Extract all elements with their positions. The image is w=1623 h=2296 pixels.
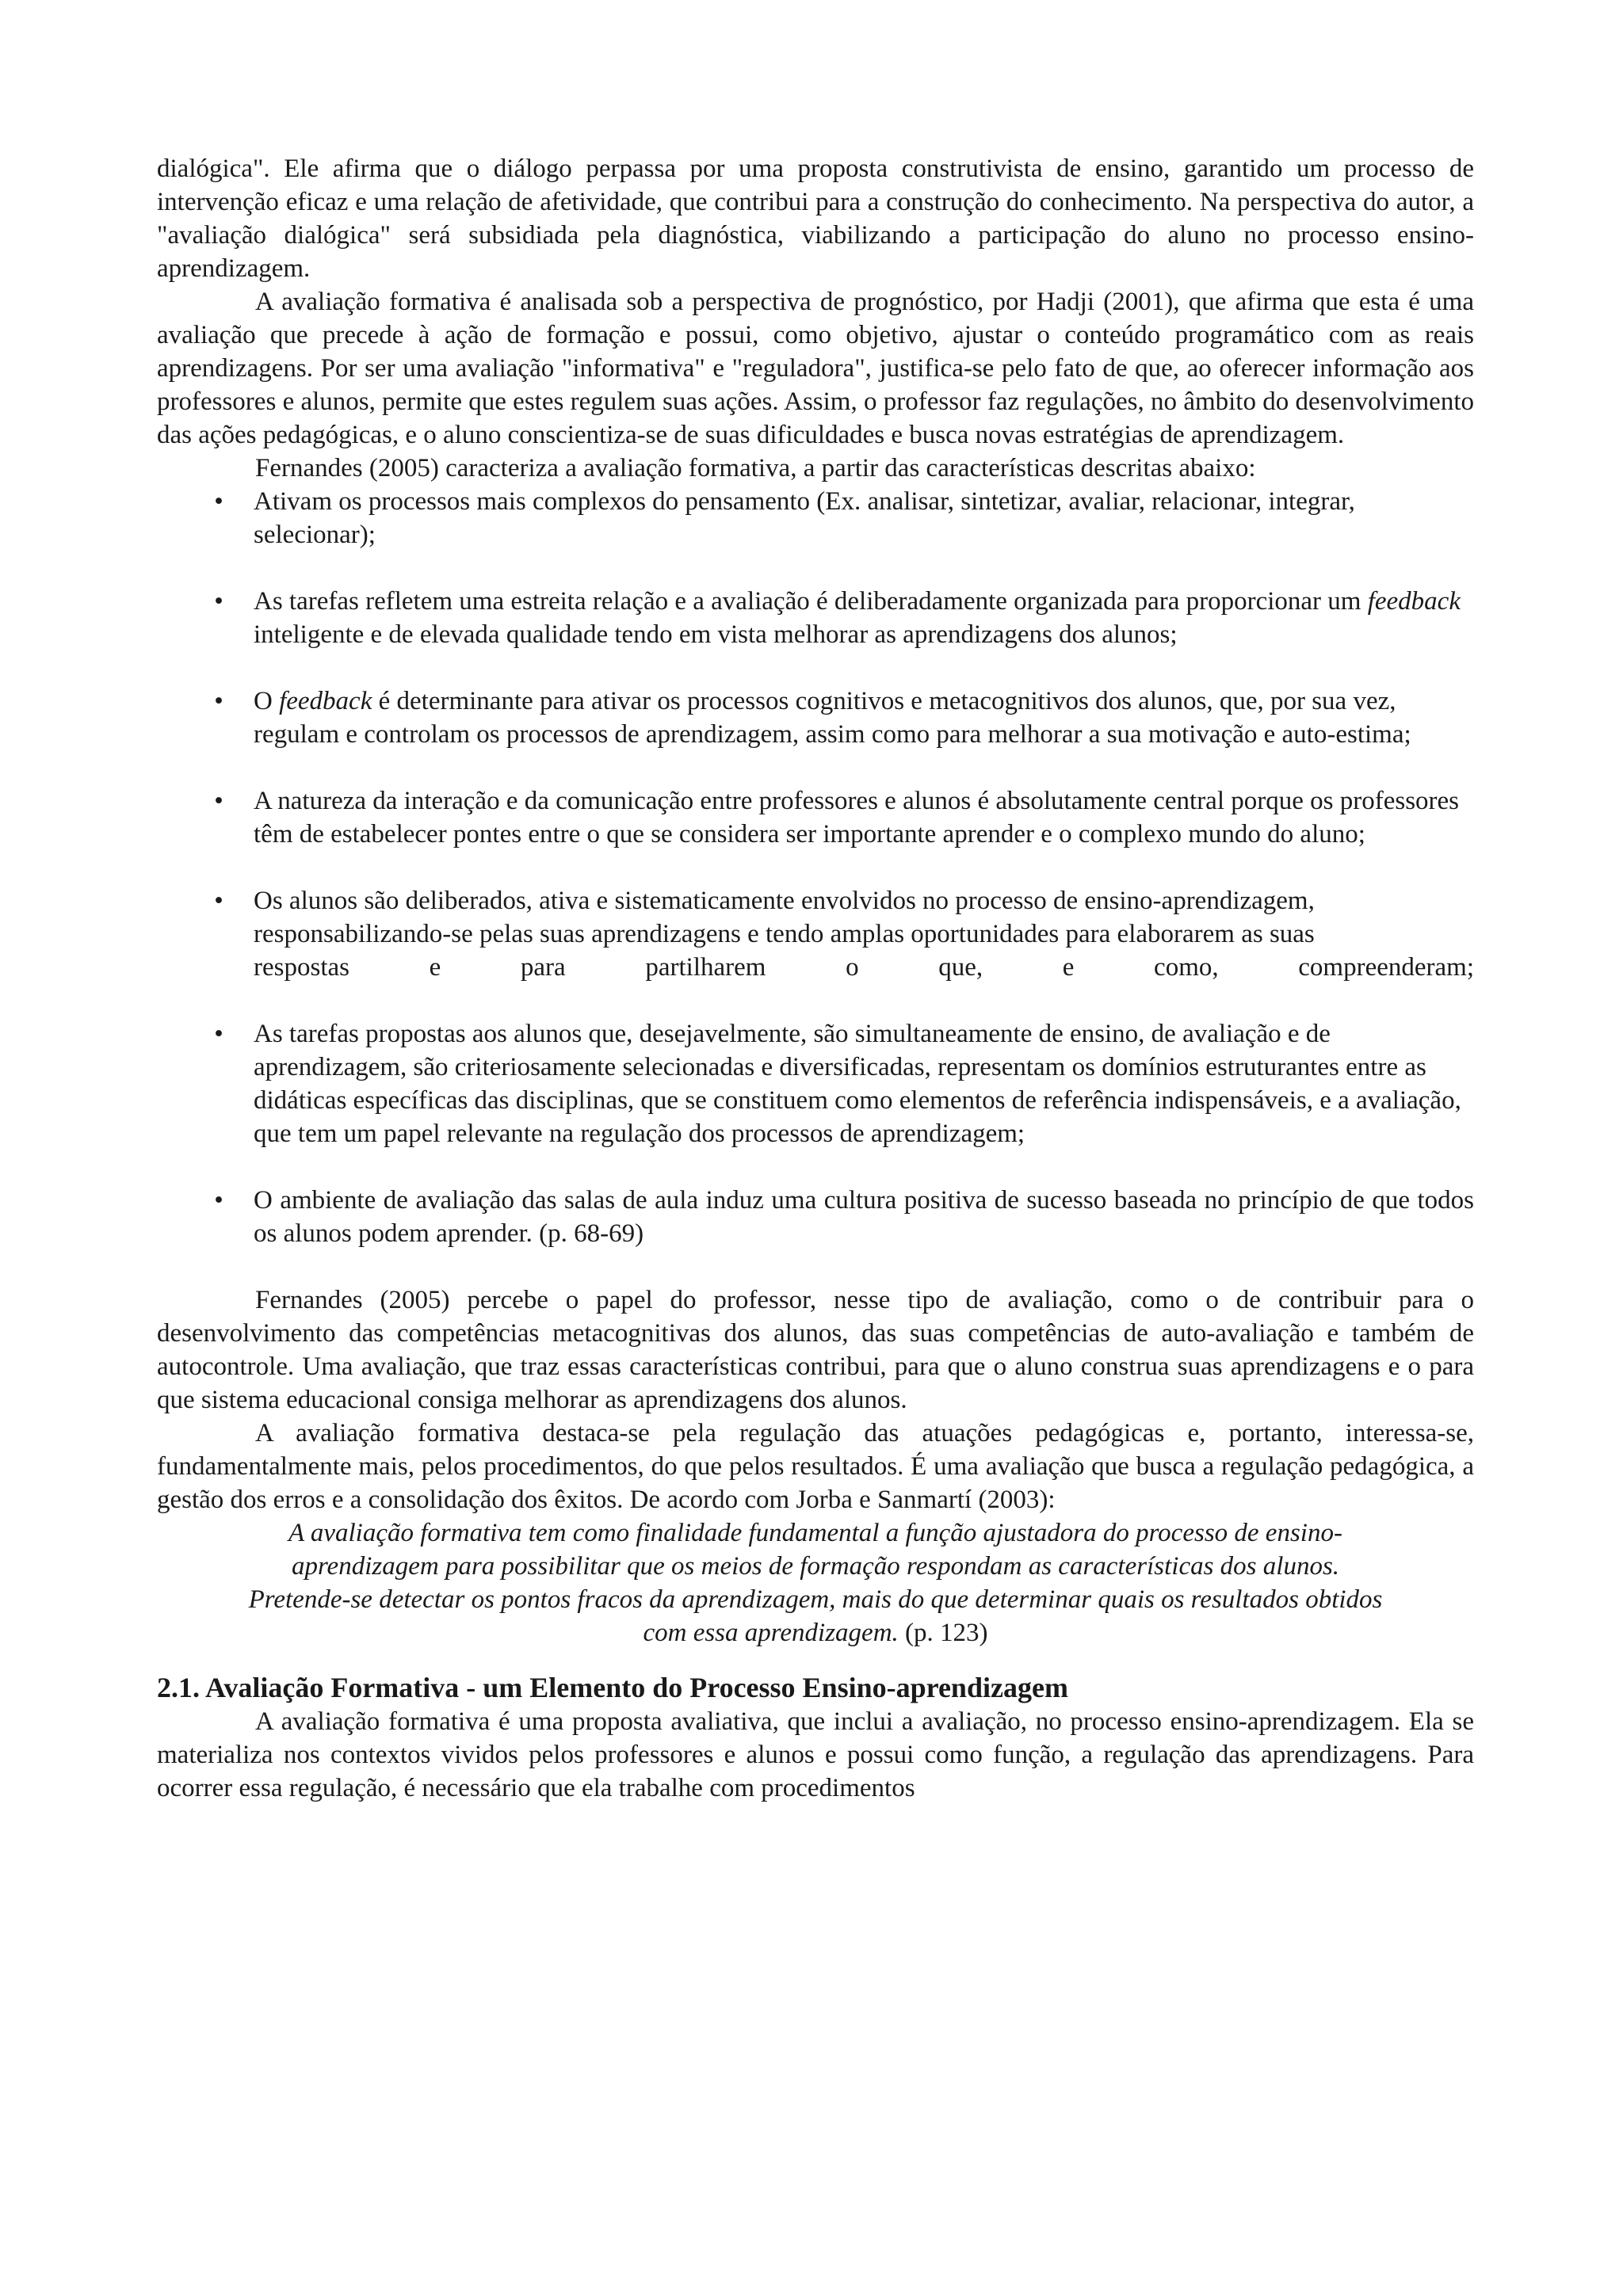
bullet-marker: • xyxy=(214,887,223,915)
quote-line: com essa aprendizagem. (p. 123) xyxy=(643,1619,988,1647)
list-item xyxy=(157,1017,1474,1150)
quote-citation: (p. 123) xyxy=(898,1619,988,1647)
paragraph-regulation: A avaliação formativa destaca-se pela regulação das atuações pedagógicas e, portanto, interessa-se, fundamentalmente mais, pelos procedimentos, do que pelos resultados. É uma avaliação que busca a regulação pedagógica, a gestão dos erros e a consolidação dos êxitos. De acordo com Jorba e Sanmartí (2003): xyxy=(157,1419,1474,1514)
bullet-marker: • xyxy=(214,787,223,815)
list-item-text: Ativam os processos mais complexos do pensamento (Ex. analisar, sintetizar, avaliar, relacionar, integrar, selecionar); xyxy=(254,487,1355,549)
quote-line: A avaliação formativa tem como finalidade fundamental a função ajustadora do processo de ensino- xyxy=(288,1519,1342,1547)
paragraph-fernandes-intro: Fernandes (2005) caracteriza a avaliação formativa, a partir das características descritas abaixo: xyxy=(255,454,1256,482)
paragraph-hadji: A avaliação formativa é analisada sob a perspectiva de prognóstico, por Hadji (2001), que afirma que esta é uma avaliação que precede à ação de formação e possui, como objetivo, ajustar o conteúdo programático com as reais aprendizagens. Por ser uma avaliação "informativa" e "reguladora", justifica-se pelo fato de que, ao oferecer informação aos professores e alunos, permite que estes regulem suas ações. Assim, o professor faz regulações, no âmbito do desenvolvimento das ações pedagógicas, e o aluno conscientiza-se de suas dificuldades e busca novas estratégias de aprendizagem. xyxy=(157,288,1474,449)
paragraph-professor-role: Fernandes (2005) percebe o papel do professor, nesse tipo de avaliação, como o de contribuir para o desenvolvimento das competências metacognitivas dos alunos, das suas competências de auto-avaliação e também de autocontrole. Uma avaliação, que traz essas características contribui, para que o aluno construa suas aprendizagens e o para que sistema educacional consiga melhorar as aprendizagens dos alunos. xyxy=(157,1286,1474,1414)
list-item-text: A natureza da interação e da comunicação entre professores e alunos é absolutamente central porque os professores têm de estabelecer pontes entre o que se considera ser importante aprender e o complexo mundo do aluno; xyxy=(254,787,1460,849)
list-item-text: As tarefas refletem uma estreita relação e a avaliação é deliberadamente organizada para proporcionar um feedback inteligente e de elevada qualidade tendo em vista melhorar as aprendizagens dos alunos; xyxy=(254,587,1461,649)
quote-line: Pretende-se detectar os pontos fracos da aprendizagem, mais do que determinar quais os resultados obtidos xyxy=(248,1585,1383,1614)
list-item-text: As tarefas propostas aos alunos que, desejavelmente, são simultaneamente de ensino, de avaliação e de aprendizagem, são criteriosamente selecionadas e diversificadas, representam os domínios estruturantes entre as didáticas específicas das disciplinas, que se constituem como elementos de referência indispensáveis, e a avaliação, que tem um papel relevante na regulação dos processos de aprendizagem; xyxy=(254,1020,1461,1148)
list-item xyxy=(157,1184,1474,1250)
list-item-text: O feedback é determinante para ativar os processos cognitivos e metacognitivos dos alunos, que, por sua vez, regulam e controlam os processos de aprendizagem, assim como para melhorar a sua motivação e auto-estima; xyxy=(254,687,1411,749)
section-heading: 2.1. Avaliação Formativa - um Elemento do Processo Ensino-aprendizagem xyxy=(157,1672,1068,1703)
bullet-marker: • xyxy=(214,587,223,616)
bullet-marker: • xyxy=(214,1186,223,1215)
list-item xyxy=(157,884,1474,984)
list-item-text: O ambiente de avaliação das salas de aula induz uma cultura positiva de sucesso baseada no princípio de que todos os alunos podem aprender. (p. 68-69) xyxy=(254,1186,1474,1248)
list-item xyxy=(157,784,1474,851)
quote-line: aprendizagem para possibilitar que os meios de formação respondam as características dos alunos. xyxy=(291,1552,1340,1581)
paragraph-section-body: A avaliação formativa é uma proposta avaliativa, que inclui a avaliação, no processo ensino-aprendizagem. Ela se materializa nos contextos vividos pelos professores e alunos e possui como função, a regulação das aprendizagens. Para ocorrer essa regulação, é necessário que ela trabalhe com procedimentos xyxy=(157,1707,1474,1802)
block-quote xyxy=(157,1516,1474,1650)
list-item xyxy=(157,585,1474,651)
list-item xyxy=(157,485,1474,551)
characteristics-list xyxy=(157,485,1474,1250)
bullet-marker: • xyxy=(214,487,223,516)
feedback-term: feedback xyxy=(279,687,372,715)
list-item xyxy=(157,685,1474,751)
paragraph-dialogica: dialógica". Ele afirma que o diálogo perpassa por uma proposta construtivista de ensino, garantido um processo de intervenção eficaz e uma relação de afetividade, que contribui para a construção do conhecimento. Na perspectiva do autor, a "avaliação dialógica" será subsidiada pela diagnóstica, viabilizando a participação do aluno no processo ensino-aprendizagem. xyxy=(157,154,1474,283)
list-item-text: Os alunos são deliberados, ativa e sistematicamente envolvidos no processo de ensino-aprendizagem, responsabilizando-se pelas suas aprendizagens e tendo amplas oportunidades para elaborarem as suas respostas e para partilharem o que, e como, compreenderam; xyxy=(254,887,1474,982)
bullet-marker: • xyxy=(214,1020,223,1048)
feedback-term: feedback xyxy=(1367,587,1461,616)
bullet-marker: • xyxy=(214,687,223,715)
text-column xyxy=(157,152,1474,1805)
